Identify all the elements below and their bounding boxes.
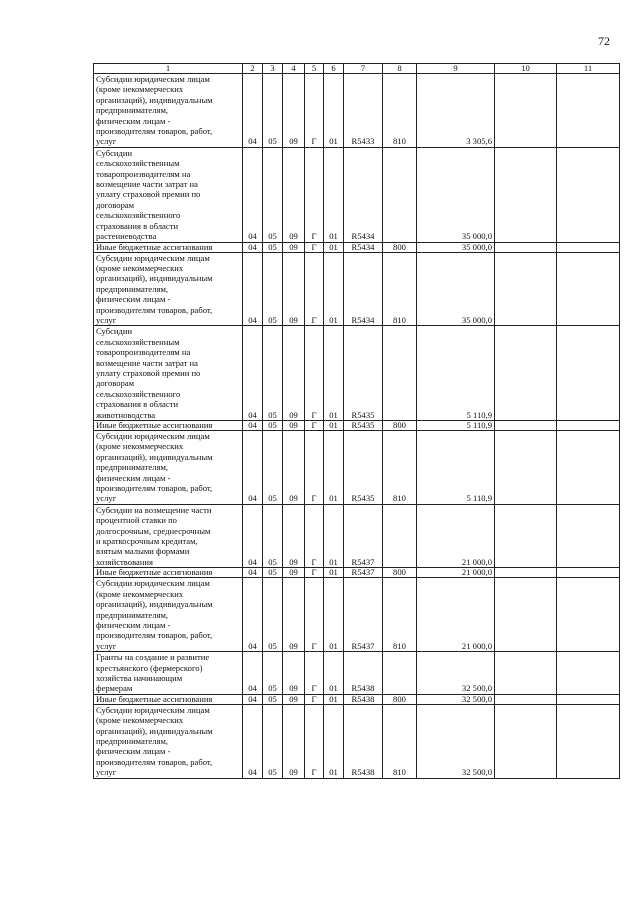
row-code-5: Г <box>305 694 324 704</box>
row-amount: 35 000,0 <box>417 147 495 242</box>
row-code-5: Г <box>305 147 324 242</box>
row-col-11 <box>557 578 620 652</box>
row-expense-type <box>383 504 417 567</box>
row-code-5: Г <box>305 252 324 326</box>
row-code-3: 05 <box>263 74 283 148</box>
row-col-10 <box>495 421 557 431</box>
row-code-4: 09 <box>283 568 305 578</box>
row-name: Иные бюджетные ассигнования <box>94 568 243 578</box>
row-amount: 32 500,0 <box>417 704 495 778</box>
row-code-6: 01 <box>324 704 344 778</box>
row-col-10 <box>495 568 557 578</box>
row-col-10 <box>495 504 557 567</box>
row-name: Иные бюджетные ассигнования <box>94 242 243 252</box>
row-code-2: 04 <box>243 504 263 567</box>
row-code-6: 01 <box>324 147 344 242</box>
row-expense-type: 810 <box>383 431 417 505</box>
row-target-code: R5438 <box>344 704 383 778</box>
row-name: Субсидии юридическим лицам (кроме некоммерческих организаций), индивидуальным предпринимателям, физическим лицам - производителям товаров, работ, услуг <box>94 704 243 778</box>
row-target-code: R5434 <box>344 252 383 326</box>
row-code-6: 01 <box>324 431 344 505</box>
row-col-10 <box>495 147 557 242</box>
row-code-4: 09 <box>283 504 305 567</box>
row-expense-type: 810 <box>383 252 417 326</box>
row-code-6: 01 <box>324 694 344 704</box>
row-code-3: 05 <box>263 652 283 695</box>
row-expense-type: 800 <box>383 421 417 431</box>
col-header-2: 2 <box>243 64 263 74</box>
row-code-6: 01 <box>324 242 344 252</box>
row-amount: 21 000,0 <box>417 578 495 652</box>
row-code-2: 04 <box>243 74 263 148</box>
col-header-4: 4 <box>283 64 305 74</box>
row-col-11 <box>557 431 620 505</box>
row-expense-type <box>383 147 417 242</box>
row-code-4: 09 <box>283 431 305 505</box>
row-target-code: R5435 <box>344 431 383 505</box>
row-expense-type: 800 <box>383 568 417 578</box>
table-row <box>94 242 620 252</box>
row-target-code: R5434 <box>344 242 383 252</box>
row-col-11 <box>557 568 620 578</box>
row-amount: 21 000,0 <box>417 504 495 567</box>
row-col-11 <box>557 504 620 567</box>
row-col-11 <box>557 704 620 778</box>
col-header-1: 1 <box>94 64 243 74</box>
col-header-5: 5 <box>305 64 324 74</box>
budget-table <box>93 63 620 779</box>
row-col-11 <box>557 242 620 252</box>
row-col-11 <box>557 252 620 326</box>
row-code-6: 01 <box>324 504 344 567</box>
row-code-6: 01 <box>324 421 344 431</box>
row-code-5: Г <box>305 504 324 567</box>
table-row <box>94 578 620 652</box>
row-code-2: 04 <box>243 568 263 578</box>
row-code-4: 09 <box>283 578 305 652</box>
row-code-3: 05 <box>263 326 283 421</box>
row-code-3: 05 <box>263 568 283 578</box>
row-amount: 5 110,9 <box>417 421 495 431</box>
row-amount: 3 305,6 <box>417 74 495 148</box>
row-code-2: 04 <box>243 252 263 326</box>
row-code-3: 05 <box>263 421 283 431</box>
row-code-2: 04 <box>243 652 263 695</box>
row-col-10 <box>495 74 557 148</box>
row-col-11 <box>557 74 620 148</box>
row-target-code: R5435 <box>344 421 383 431</box>
table-row <box>94 147 620 242</box>
col-header-3: 3 <box>263 64 283 74</box>
page-number: 72 <box>598 34 610 48</box>
header-row <box>94 64 620 74</box>
row-code-2: 04 <box>243 147 263 242</box>
row-col-10 <box>495 431 557 505</box>
row-col-11 <box>557 326 620 421</box>
row-code-6: 01 <box>324 568 344 578</box>
col-header-10: 10 <box>495 64 557 74</box>
table-row <box>94 568 620 578</box>
row-expense-type: 800 <box>383 242 417 252</box>
row-code-2: 04 <box>243 421 263 431</box>
row-code-3: 05 <box>263 694 283 704</box>
row-target-code: R5437 <box>344 578 383 652</box>
row-code-5: Г <box>305 326 324 421</box>
table-row <box>94 431 620 505</box>
row-code-4: 09 <box>283 252 305 326</box>
row-target-code: R5435 <box>344 326 383 421</box>
row-amount: 35 000,0 <box>417 242 495 252</box>
row-expense-type: 810 <box>383 704 417 778</box>
row-code-5: Г <box>305 74 324 148</box>
row-target-code: R5437 <box>344 504 383 567</box>
row-col-10 <box>495 704 557 778</box>
row-expense-type: 800 <box>383 694 417 704</box>
table-row <box>94 504 620 567</box>
row-col-10 <box>495 242 557 252</box>
row-code-6: 01 <box>324 74 344 148</box>
row-name: Субсидии сельскохозяйственным товаропроизводителям на возмещение части затрат на уплату страховой премии по договорам сельскохозяйственного страхования в области растениеводства <box>94 147 243 242</box>
row-target-code: R5434 <box>344 147 383 242</box>
row-code-4: 09 <box>283 421 305 431</box>
row-name: Гранты на создание и развитие крестьянского (фермерского) хозяйства начинающим фермерам <box>94 652 243 695</box>
row-col-11 <box>557 147 620 242</box>
row-code-5: Г <box>305 242 324 252</box>
row-code-4: 09 <box>283 694 305 704</box>
table-row <box>94 326 620 421</box>
row-code-2: 04 <box>243 694 263 704</box>
row-code-4: 09 <box>283 704 305 778</box>
row-code-3: 05 <box>263 252 283 326</box>
row-target-code: R5438 <box>344 652 383 695</box>
row-col-11 <box>557 421 620 431</box>
col-header-7: 7 <box>344 64 383 74</box>
row-amount: 5 110,9 <box>417 431 495 505</box>
row-col-10 <box>495 578 557 652</box>
row-code-4: 09 <box>283 74 305 148</box>
row-col-10 <box>495 694 557 704</box>
table-row <box>94 694 620 704</box>
row-code-2: 04 <box>243 704 263 778</box>
col-header-6: 6 <box>324 64 344 74</box>
table-row <box>94 421 620 431</box>
row-code-6: 01 <box>324 578 344 652</box>
row-target-code: R5433 <box>344 74 383 148</box>
row-name: Субсидии юридическим лицам (кроме некоммерческих организаций), индивидуальным предпринимателям, физическим лицам - производителям товаров, работ, услуг <box>94 252 243 326</box>
col-header-8: 8 <box>383 64 417 74</box>
row-code-5: Г <box>305 421 324 431</box>
col-header-11: 11 <box>557 64 620 74</box>
table-row <box>94 74 620 148</box>
row-name: Субсидии на возмещение части процентной ставки по долгосрочным, среднесрочным и краткосрочным кредитам, взятым малыми формами хозяйствования <box>94 504 243 567</box>
row-amount: 35 000,0 <box>417 252 495 326</box>
row-code-6: 01 <box>324 252 344 326</box>
row-col-10 <box>495 252 557 326</box>
row-code-4: 09 <box>283 147 305 242</box>
row-code-6: 01 <box>324 326 344 421</box>
row-code-3: 05 <box>263 504 283 567</box>
row-amount: 21 000,0 <box>417 568 495 578</box>
row-code-3: 05 <box>263 431 283 505</box>
row-expense-type: 810 <box>383 74 417 148</box>
row-code-5: Г <box>305 704 324 778</box>
table-row <box>94 652 620 695</box>
row-name: Иные бюджетные ассигнования <box>94 694 243 704</box>
row-code-3: 05 <box>263 147 283 242</box>
row-target-code: R5437 <box>344 568 383 578</box>
col-header-9: 9 <box>417 64 495 74</box>
row-expense-type <box>383 326 417 421</box>
row-expense-type: 810 <box>383 578 417 652</box>
row-target-code: R5438 <box>344 694 383 704</box>
row-code-2: 04 <box>243 326 263 421</box>
row-code-2: 04 <box>243 242 263 252</box>
row-col-11 <box>557 694 620 704</box>
row-code-5: Г <box>305 431 324 505</box>
table-body <box>94 74 620 779</box>
row-col-10 <box>495 652 557 695</box>
table-row <box>94 704 620 778</box>
row-amount: 5 110,9 <box>417 326 495 421</box>
row-code-3: 05 <box>263 704 283 778</box>
row-code-4: 09 <box>283 652 305 695</box>
row-expense-type <box>383 652 417 695</box>
row-code-5: Г <box>305 652 324 695</box>
table-row <box>94 252 620 326</box>
row-amount: 32 500,0 <box>417 652 495 695</box>
row-name: Субсидии юридическим лицам (кроме некоммерческих организаций), индивидуальным предпринимателям, физическим лицам - производителям товаров, работ, услуг <box>94 431 243 505</box>
row-name: Субсидии юридическим лицам (кроме некоммерческих организаций), индивидуальным предпринимателям, физическим лицам - производителям товаров, работ, услуг <box>94 74 243 148</box>
row-code-2: 04 <box>243 431 263 505</box>
row-name: Субсидии юридическим лицам (кроме некоммерческих организаций), индивидуальным предпринимателям, физическим лицам - производителям товаров, работ, услуг <box>94 578 243 652</box>
row-name: Иные бюджетные ассигнования <box>94 421 243 431</box>
row-code-4: 09 <box>283 242 305 252</box>
row-code-3: 05 <box>263 578 283 652</box>
row-code-4: 09 <box>283 326 305 421</box>
row-col-10 <box>495 326 557 421</box>
row-col-11 <box>557 652 620 695</box>
row-code-2: 04 <box>243 578 263 652</box>
row-code-5: Г <box>305 578 324 652</box>
row-code-5: Г <box>305 568 324 578</box>
row-code-3: 05 <box>263 242 283 252</box>
row-name: Субсидии сельскохозяйственным товаропроизводителям на возмещение части затрат на уплату страховой премии по договорам сельскохозяйственного страхования в области животноводства <box>94 326 243 421</box>
row-code-6: 01 <box>324 652 344 695</box>
row-amount: 32 500,0 <box>417 694 495 704</box>
